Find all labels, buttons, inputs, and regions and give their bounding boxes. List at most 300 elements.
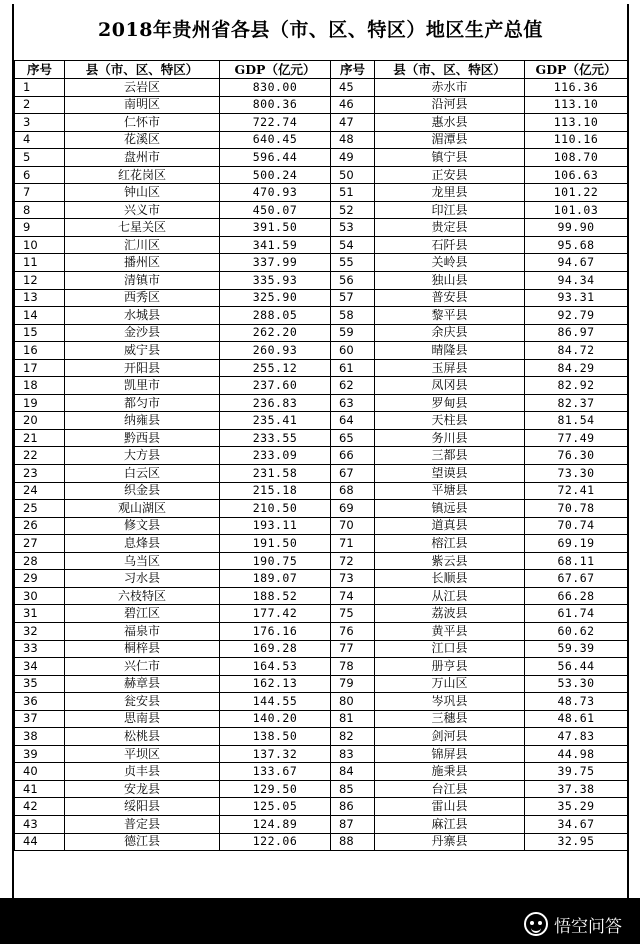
table-row: [15, 570, 628, 588]
row-index: 44: [15, 833, 65, 851]
row-index: 84: [331, 763, 375, 781]
county-name: 平塘县: [375, 482, 525, 500]
table-row: [15, 622, 628, 640]
county-name: 贞丰县: [65, 763, 220, 781]
row-index: 18: [15, 377, 65, 395]
gdp-value: 237.60: [220, 377, 331, 395]
county-name: 桐梓县: [65, 640, 220, 658]
county-name: 乌当区: [65, 552, 220, 570]
gdp-value: 69.19: [525, 535, 628, 553]
row-index: 10: [15, 236, 65, 254]
county-name: 石阡县: [375, 236, 525, 254]
gdp-value: 133.67: [220, 763, 331, 781]
row-index: 55: [331, 254, 375, 272]
table-row: [15, 763, 628, 781]
row-index: 35: [15, 675, 65, 693]
gdp-value: 67.67: [525, 570, 628, 588]
row-index: 68: [331, 482, 375, 500]
row-index: 75: [331, 605, 375, 623]
row-index: 66: [331, 447, 375, 465]
row-index: 13: [15, 289, 65, 307]
county-name: 册亨县: [375, 658, 525, 676]
county-name: 关岭县: [375, 254, 525, 272]
bottom-bar: [0, 898, 640, 944]
county-name: 开阳县: [65, 359, 220, 377]
table-row: [15, 658, 628, 676]
document-title: 2018年贵州省各县（市、区、特区）地区生产总值: [98, 19, 543, 41]
table-row: [15, 500, 628, 518]
gdp-value: 144.55: [220, 693, 331, 711]
gdp-value: 94.67: [525, 254, 628, 272]
gdp-value: 188.52: [220, 587, 331, 605]
row-index: 61: [331, 359, 375, 377]
county-name: 大方县: [65, 447, 220, 465]
county-name: 红花岗区: [65, 166, 220, 184]
county-name: 贵定县: [375, 219, 525, 237]
county-name: 万山区: [375, 675, 525, 693]
gdp-value: 86.97: [525, 324, 628, 342]
county-name: 黔西县: [65, 429, 220, 447]
gdp-value: 255.12: [220, 359, 331, 377]
gdp-value: 81.54: [525, 412, 628, 430]
row-index: 81: [331, 710, 375, 728]
gdp-value: 44.98: [525, 745, 628, 763]
county-name: 三穗县: [375, 710, 525, 728]
county-name: 三都县: [375, 447, 525, 465]
row-index: 32: [15, 622, 65, 640]
gdp-value: 106.63: [525, 166, 628, 184]
gdp-value: 177.42: [220, 605, 331, 623]
county-name: 花溪区: [65, 131, 220, 149]
gdp-value: 113.10: [525, 96, 628, 114]
county-name: 岑巩县: [375, 693, 525, 711]
row-index: 36: [15, 693, 65, 711]
gdp-value: 235.41: [220, 412, 331, 430]
county-name: 安龙县: [65, 780, 220, 798]
gdp-value: 60.62: [525, 622, 628, 640]
gdp-value: 77.49: [525, 429, 628, 447]
county-name: 息烽县: [65, 535, 220, 553]
row-index: 11: [15, 254, 65, 272]
gdp-value: 325.90: [220, 289, 331, 307]
county-name: 普安县: [375, 289, 525, 307]
gdp-value: 137.32: [220, 745, 331, 763]
county-name: 威宁县: [65, 342, 220, 360]
header-index: 序号: [331, 61, 375, 79]
row-index: 85: [331, 780, 375, 798]
gdp-value: 35.29: [525, 798, 628, 816]
county-name: 紫云县: [375, 552, 525, 570]
table-row: [15, 166, 628, 184]
table-row: [15, 798, 628, 816]
gdp-value: 140.20: [220, 710, 331, 728]
gdp-value: 113.10: [525, 114, 628, 132]
county-name: 赫章县: [65, 675, 220, 693]
header-index: 序号: [15, 61, 65, 79]
row-index: 65: [331, 429, 375, 447]
gdp-table-body: [15, 61, 628, 851]
gdp-value: 210.50: [220, 500, 331, 518]
table-row: [15, 710, 628, 728]
county-name: 荔波县: [375, 605, 525, 623]
row-index: 29: [15, 570, 65, 588]
row-index: 31: [15, 605, 65, 623]
gdp-value: 110.16: [525, 131, 628, 149]
row-index: 27: [15, 535, 65, 553]
row-index: 37: [15, 710, 65, 728]
county-name: 黄平县: [375, 622, 525, 640]
row-index: 59: [331, 324, 375, 342]
row-index: 43: [15, 815, 65, 833]
gdp-value: 236.83: [220, 394, 331, 412]
row-index: 25: [15, 500, 65, 518]
county-name: 德江县: [65, 833, 220, 851]
county-name: 江口县: [375, 640, 525, 658]
table-row: [15, 728, 628, 746]
row-index: 58: [331, 307, 375, 325]
gdp-value: 162.13: [220, 675, 331, 693]
gdp-value: 138.50: [220, 728, 331, 746]
table-row: [15, 815, 628, 833]
row-index: 40: [15, 763, 65, 781]
header-gdp: GDP（亿元）: [220, 61, 331, 79]
row-index: 2: [15, 96, 65, 114]
gdp-value: 48.73: [525, 693, 628, 711]
gdp-value: 596.44: [220, 149, 331, 167]
row-index: 14: [15, 307, 65, 325]
county-name: 湄潭县: [375, 131, 525, 149]
county-name: 观山湖区: [65, 500, 220, 518]
gdp-value: 231.58: [220, 465, 331, 483]
row-index: 63: [331, 394, 375, 412]
row-index: 56: [331, 272, 375, 290]
gdp-value: 70.78: [525, 500, 628, 518]
gdp-value: 73.30: [525, 465, 628, 483]
gdp-value: 337.99: [220, 254, 331, 272]
table-row: [15, 131, 628, 149]
gdp-value: 288.05: [220, 307, 331, 325]
county-name: 水城县: [65, 307, 220, 325]
row-index: 54: [331, 236, 375, 254]
county-name: 沿河县: [375, 96, 525, 114]
row-index: 42: [15, 798, 65, 816]
county-name: 凯里市: [65, 377, 220, 395]
table-row: [15, 289, 628, 307]
row-index: 88: [331, 833, 375, 851]
county-name: 兴义市: [65, 201, 220, 219]
gdp-value: 233.55: [220, 429, 331, 447]
county-name: 独山县: [375, 272, 525, 290]
table-row: [15, 587, 628, 605]
row-index: 38: [15, 728, 65, 746]
row-index: 28: [15, 552, 65, 570]
county-name: 西秀区: [65, 289, 220, 307]
row-index: 33: [15, 640, 65, 658]
gdp-value: 101.03: [525, 201, 628, 219]
gdp-value: 722.74: [220, 114, 331, 132]
gdp-value: 48.61: [525, 710, 628, 728]
gdp-value: 82.92: [525, 377, 628, 395]
county-name: 施秉县: [375, 763, 525, 781]
county-name: 云岩区: [65, 79, 220, 97]
gdp-value: 72.41: [525, 482, 628, 500]
table-row: [15, 79, 628, 97]
gdp-value: 84.29: [525, 359, 628, 377]
header-county: 县（市、区、特区）: [65, 61, 220, 79]
county-name: 习水县: [65, 570, 220, 588]
document-frame: [12, 4, 629, 898]
gdp-value: 76.30: [525, 447, 628, 465]
table-row: [15, 342, 628, 360]
county-name: 惠水县: [375, 114, 525, 132]
gdp-value: 94.34: [525, 272, 628, 290]
gdp-value: 129.50: [220, 780, 331, 798]
gdp-value: 59.39: [525, 640, 628, 658]
gdp-value: 233.09: [220, 447, 331, 465]
county-name: 玉屏县: [375, 359, 525, 377]
table-row: [15, 359, 628, 377]
county-name: 黎平县: [375, 307, 525, 325]
county-name: 播州区: [65, 254, 220, 272]
county-name: 长顺县: [375, 570, 525, 588]
table-row: [15, 201, 628, 219]
county-name: 雷山县: [375, 798, 525, 816]
gdp-value: 37.38: [525, 780, 628, 798]
table-row: [15, 605, 628, 623]
gdp-value: 125.05: [220, 798, 331, 816]
row-index: 5: [15, 149, 65, 167]
row-index: 72: [331, 552, 375, 570]
row-index: 74: [331, 587, 375, 605]
row-index: 8: [15, 201, 65, 219]
row-index: 76: [331, 622, 375, 640]
row-index: 30: [15, 587, 65, 605]
county-name: 绥阳县: [65, 798, 220, 816]
county-name: 罗甸县: [375, 394, 525, 412]
table-row: [15, 780, 628, 798]
gdp-value: 32.95: [525, 833, 628, 851]
table-row: [15, 675, 628, 693]
table-row: [15, 184, 628, 202]
row-index: 53: [331, 219, 375, 237]
row-index: 86: [331, 798, 375, 816]
gdp-table: [14, 60, 628, 851]
county-name: 凤冈县: [375, 377, 525, 395]
county-name: 赤水市: [375, 79, 525, 97]
row-index: 69: [331, 500, 375, 518]
watermark: [524, 910, 622, 938]
county-name: 从江县: [375, 587, 525, 605]
table-row: [15, 552, 628, 570]
watermark-text: 悟空问答: [554, 916, 622, 937]
county-name: 丹寨县: [375, 833, 525, 851]
row-index: 51: [331, 184, 375, 202]
gdp-value: 262.20: [220, 324, 331, 342]
gdp-value: 341.59: [220, 236, 331, 254]
county-name: 台江县: [375, 780, 525, 798]
county-name: 晴隆县: [375, 342, 525, 360]
county-name: 南明区: [65, 96, 220, 114]
row-index: 45: [331, 79, 375, 97]
row-index: 80: [331, 693, 375, 711]
row-index: 3: [15, 114, 65, 132]
county-name: 都匀市: [65, 394, 220, 412]
county-name: 仁怀市: [65, 114, 220, 132]
table-row: [15, 219, 628, 237]
gdp-value: 450.07: [220, 201, 331, 219]
gdp-value: 101.22: [525, 184, 628, 202]
county-name: 望谟县: [375, 465, 525, 483]
row-index: 48: [331, 131, 375, 149]
row-index: 24: [15, 482, 65, 500]
table-row: [15, 745, 628, 763]
county-name: 钟山区: [65, 184, 220, 202]
county-name: 修文县: [65, 517, 220, 535]
table-row: [15, 254, 628, 272]
row-index: 21: [15, 429, 65, 447]
table-row: [15, 236, 628, 254]
row-index: 83: [331, 745, 375, 763]
county-name: 平坝区: [65, 745, 220, 763]
row-index: 26: [15, 517, 65, 535]
county-name: 纳雍县: [65, 412, 220, 430]
gdp-value: 82.37: [525, 394, 628, 412]
row-index: 16: [15, 342, 65, 360]
county-name: 盘州市: [65, 149, 220, 167]
gdp-value: 800.36: [220, 96, 331, 114]
row-index: 19: [15, 394, 65, 412]
row-index: 62: [331, 377, 375, 395]
county-name: 镇宁县: [375, 149, 525, 167]
county-name: 务川县: [375, 429, 525, 447]
county-name: 清镇市: [65, 272, 220, 290]
gdp-value: 164.53: [220, 658, 331, 676]
row-index: 47: [331, 114, 375, 132]
table-row: [15, 517, 628, 535]
gdp-value: 176.16: [220, 622, 331, 640]
county-name: 兴仁市: [65, 658, 220, 676]
row-index: 23: [15, 465, 65, 483]
county-name: 龙里县: [375, 184, 525, 202]
row-index: 15: [15, 324, 65, 342]
county-name: 福泉市: [65, 622, 220, 640]
row-index: 87: [331, 815, 375, 833]
row-index: 22: [15, 447, 65, 465]
county-name: 镇远县: [375, 500, 525, 518]
gdp-value: 34.67: [525, 815, 628, 833]
row-index: 34: [15, 658, 65, 676]
gdp-value: 61.74: [525, 605, 628, 623]
row-index: 50: [331, 166, 375, 184]
gdp-value: 191.50: [220, 535, 331, 553]
table-row: [15, 272, 628, 290]
row-index: 60: [331, 342, 375, 360]
table-row: [15, 693, 628, 711]
header-county: 县（市、区、特区）: [375, 61, 525, 79]
row-index: 12: [15, 272, 65, 290]
row-index: 46: [331, 96, 375, 114]
gdp-value: 169.28: [220, 640, 331, 658]
row-index: 9: [15, 219, 65, 237]
county-name: 六枝特区: [65, 587, 220, 605]
row-index: 77: [331, 640, 375, 658]
table-row: [15, 640, 628, 658]
table-row: [15, 412, 628, 430]
county-name: 锦屏县: [375, 745, 525, 763]
table-row: [15, 447, 628, 465]
gdp-value: 84.72: [525, 342, 628, 360]
county-name: 余庆县: [375, 324, 525, 342]
gdp-value: 640.45: [220, 131, 331, 149]
county-name: 瓮安县: [65, 693, 220, 711]
county-name: 汇川区: [65, 236, 220, 254]
header-gdp: GDP（亿元）: [525, 61, 628, 79]
row-index: 67: [331, 465, 375, 483]
gdp-value: 116.36: [525, 79, 628, 97]
table-row: [15, 394, 628, 412]
gdp-value: 260.93: [220, 342, 331, 360]
row-index: 4: [15, 131, 65, 149]
county-name: 七星关区: [65, 219, 220, 237]
row-index: 6: [15, 166, 65, 184]
table-row: [15, 833, 628, 851]
county-name: 剑河县: [375, 728, 525, 746]
table-row: [15, 324, 628, 342]
gdp-value: 122.06: [220, 833, 331, 851]
row-index: 79: [331, 675, 375, 693]
row-index: 64: [331, 412, 375, 430]
gdp-value: 39.75: [525, 763, 628, 781]
county-name: 织金县: [65, 482, 220, 500]
table-row: [15, 114, 628, 132]
wukong-logo-icon: [524, 912, 548, 936]
gdp-value: 53.30: [525, 675, 628, 693]
row-index: 70: [331, 517, 375, 535]
county-name: 麻江县: [375, 815, 525, 833]
gdp-value: 68.11: [525, 552, 628, 570]
county-name: 普定县: [65, 815, 220, 833]
row-index: 41: [15, 780, 65, 798]
row-index: 17: [15, 359, 65, 377]
row-index: 73: [331, 570, 375, 588]
gdp-value: 66.28: [525, 587, 628, 605]
row-index: 52: [331, 201, 375, 219]
gdp-value: 335.93: [220, 272, 331, 290]
table-row: [15, 377, 628, 395]
row-index: 71: [331, 535, 375, 553]
row-index: 39: [15, 745, 65, 763]
gdp-value: 93.31: [525, 289, 628, 307]
table-row: [15, 429, 628, 447]
table-header-row: [15, 61, 628, 79]
county-name: 道真县: [375, 517, 525, 535]
gdp-value: 189.07: [220, 570, 331, 588]
gdp-value: 470.93: [220, 184, 331, 202]
gdp-value: 391.50: [220, 219, 331, 237]
county-name: 金沙县: [65, 324, 220, 342]
table-row: [15, 535, 628, 553]
county-name: 正安县: [375, 166, 525, 184]
gdp-value: 190.75: [220, 552, 331, 570]
gdp-value: 500.24: [220, 166, 331, 184]
county-name: 天柱县: [375, 412, 525, 430]
county-name: 碧江区: [65, 605, 220, 623]
row-index: 20: [15, 412, 65, 430]
gdp-value: 124.89: [220, 815, 331, 833]
gdp-value: 92.79: [525, 307, 628, 325]
row-index: 57: [331, 289, 375, 307]
table-row: [15, 149, 628, 167]
